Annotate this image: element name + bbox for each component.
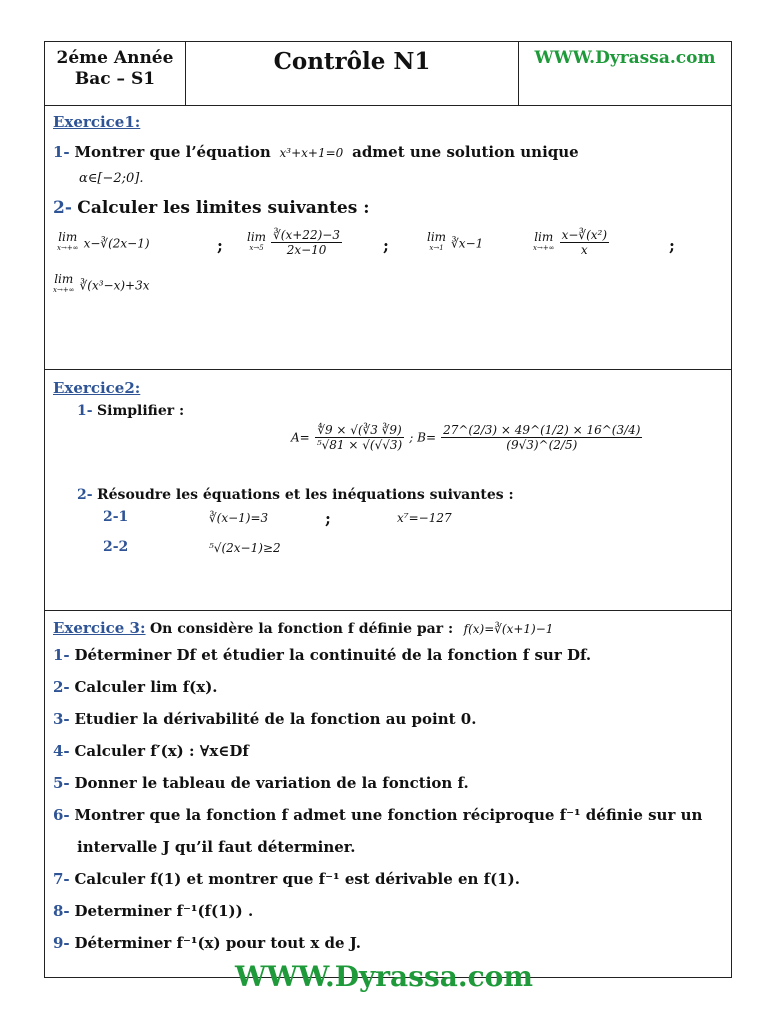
A-numerator: ∜9 × √(∛3 ∛9) <box>315 423 404 438</box>
ex2-q21-eq1: ∛(x−1)=3 <box>209 511 269 525</box>
exam-title: Contrôle N1 <box>186 42 519 106</box>
ex3-intro <box>53 619 723 637</box>
ex2-q21-eq2: x⁷=−127 <box>397 511 452 525</box>
ex2-q1-number: 1- <box>77 403 93 419</box>
ex1-alpha-interval: α∈[−2;0]. <box>79 171 144 186</box>
ex3-question-8 <box>53 895 723 927</box>
ex2-q2-text: Résoudre les équations et les inéquations suivantes : <box>97 487 514 503</box>
ex3-function-definition: f(x)=∛(x+1)−1 <box>463 622 554 636</box>
question-text: Etudier la dérivabilité de la fonction au point 0. <box>74 710 477 728</box>
limit-2-num: ∛(x+22)−3 <box>273 228 340 242</box>
limit-3-expr: ∛x−1 <box>451 236 484 251</box>
level-cell <box>45 42 186 106</box>
ex1-q1-text2: admet une solution unique <box>352 143 579 161</box>
limit-5-expr: ∛(x³−x)+3x <box>79 278 150 293</box>
footer-site: WWW.Dyrassa.com <box>235 960 533 993</box>
B-numerator: 27^(2/3) × 49^(1/2) × 16^(3/4) <box>443 423 641 437</box>
limit-2-den: 2x−10 <box>286 243 327 257</box>
ex2-q22-eq: ⁵√(2x−1)≥2 <box>209 541 281 555</box>
separator: ; <box>217 236 223 255</box>
lim-sub: x→+∞ <box>53 286 75 294</box>
ex3-question-1 <box>53 639 723 671</box>
lim-label: lim <box>534 229 554 244</box>
question-number: 4- <box>53 742 70 760</box>
limit-4-num: x−∛(x²) <box>561 228 608 242</box>
exercise2-title: Exercice2: <box>53 379 141 397</box>
question-text: Calculer f′(x) : ∀x∈Df <box>74 742 249 760</box>
ex3-question-list <box>53 639 723 959</box>
separator: ; <box>325 509 331 528</box>
lim-label: lim <box>58 230 78 244</box>
B-denominator: (9√3)^(2/5) <box>506 438 578 452</box>
exercise3-cell <box>45 611 732 978</box>
ex2-q21 <box>53 505 723 535</box>
exam-frame <box>44 41 732 978</box>
exercise1-cell <box>45 106 732 370</box>
ex3-question-7 <box>53 863 723 895</box>
lim-label: lim <box>54 272 74 286</box>
lim-sub: x→+∞ <box>57 244 79 252</box>
ex2-q2 <box>77 487 723 503</box>
question-number: 5- <box>53 774 70 792</box>
ex3-question-6-cont <box>53 831 723 863</box>
lim-sub: x→+∞ <box>533 243 555 252</box>
ex2-q1 <box>77 403 723 419</box>
question-number: 7- <box>53 870 70 888</box>
A-denominator: ⁵√81 × √(√√3) <box>316 438 403 452</box>
B-label: ; B= <box>409 430 437 445</box>
ex3-question-9 <box>53 927 723 959</box>
ex3-question-4 <box>53 735 723 767</box>
limit-3 <box>427 232 483 254</box>
ex3-question-6 <box>53 799 723 831</box>
ex1-q2-number: 2- <box>53 198 72 218</box>
separator: ; <box>669 236 675 255</box>
question-text: Calculer lim f(x). <box>74 678 218 696</box>
lim-label: lim <box>427 230 447 244</box>
question-text: Montrer que la fonction f admet une fonction réciproque f⁻¹ définie sur un <box>74 806 703 824</box>
lim-sub: x→1 <box>429 244 444 252</box>
ex1-q1 <box>53 143 723 161</box>
A-label: A= <box>291 430 310 445</box>
ex2-q22-number: 2-2 <box>103 539 129 555</box>
site-header: WWW.Dyrassa.com <box>519 42 732 106</box>
ex2-q2-number: 2- <box>77 487 93 503</box>
ex1-q2 <box>53 198 723 218</box>
ex3-question-5 <box>53 767 723 799</box>
limit-5 <box>53 274 149 296</box>
limits-row2 <box>53 274 723 304</box>
question-text: intervalle J qu’il faut déterminer. <box>77 838 356 856</box>
question-number: 1- <box>53 646 70 664</box>
question-text: Déterminer f⁻¹(x) pour tout x de J. <box>74 934 361 952</box>
lim-label: lim <box>247 229 267 244</box>
question-number: 6- <box>53 806 70 824</box>
question-number: 8- <box>53 902 70 920</box>
header-row <box>45 42 732 106</box>
ex2-q1-text: Simplifier : <box>97 403 185 419</box>
ex1-q2-text: Calculer les limites suivantes : <box>77 198 370 218</box>
question-number: 9- <box>53 934 70 952</box>
question-text: Calculer f(1) et montrer que f⁻¹ est dérivable en f(1). <box>74 870 520 888</box>
ex2-q22 <box>53 535 723 565</box>
limit-4-den: x <box>580 243 588 257</box>
limit-1-expr: x−∛(2x−1) <box>83 236 150 251</box>
question-number: 2- <box>53 678 70 696</box>
question-number: 3- <box>53 710 70 728</box>
exam-page <box>44 41 732 978</box>
ex3-question-2 <box>53 671 723 703</box>
ex2-q21-number: 2-1 <box>103 509 129 525</box>
exercise2-cell <box>45 370 732 611</box>
limit-2 <box>247 228 342 257</box>
limit-4 <box>533 228 609 257</box>
ex1-q1-number: 1- <box>53 143 70 161</box>
ex1-q1-equation: x³+x+1=0 <box>279 146 344 160</box>
level-line1: 2éme Année <box>56 48 174 68</box>
question-text: Déterminer Df et étudier la continuité de la fonction f sur Df. <box>74 646 592 664</box>
level-line2: Bac – S1 <box>74 69 156 89</box>
question-text: Determiner f⁻¹(f(1)) . <box>74 902 254 920</box>
simplify-expressions <box>291 423 723 477</box>
limit-1 <box>57 232 150 254</box>
exercise3-title: Exercice 3: <box>53 619 146 637</box>
separator: ; <box>383 236 389 255</box>
limits-row1 <box>53 228 723 274</box>
ex3-question-3 <box>53 703 723 735</box>
lim-sub: x→5 <box>249 243 264 252</box>
question-text: Donner le tableau de variation de la fonction f. <box>74 774 469 792</box>
ex3-intro-text: On considère la fonction f définie par : <box>149 621 454 637</box>
ex1-q1-text: Montrer que l’équation <box>74 143 271 161</box>
exercise1-title: Exercice1: <box>53 113 141 131</box>
